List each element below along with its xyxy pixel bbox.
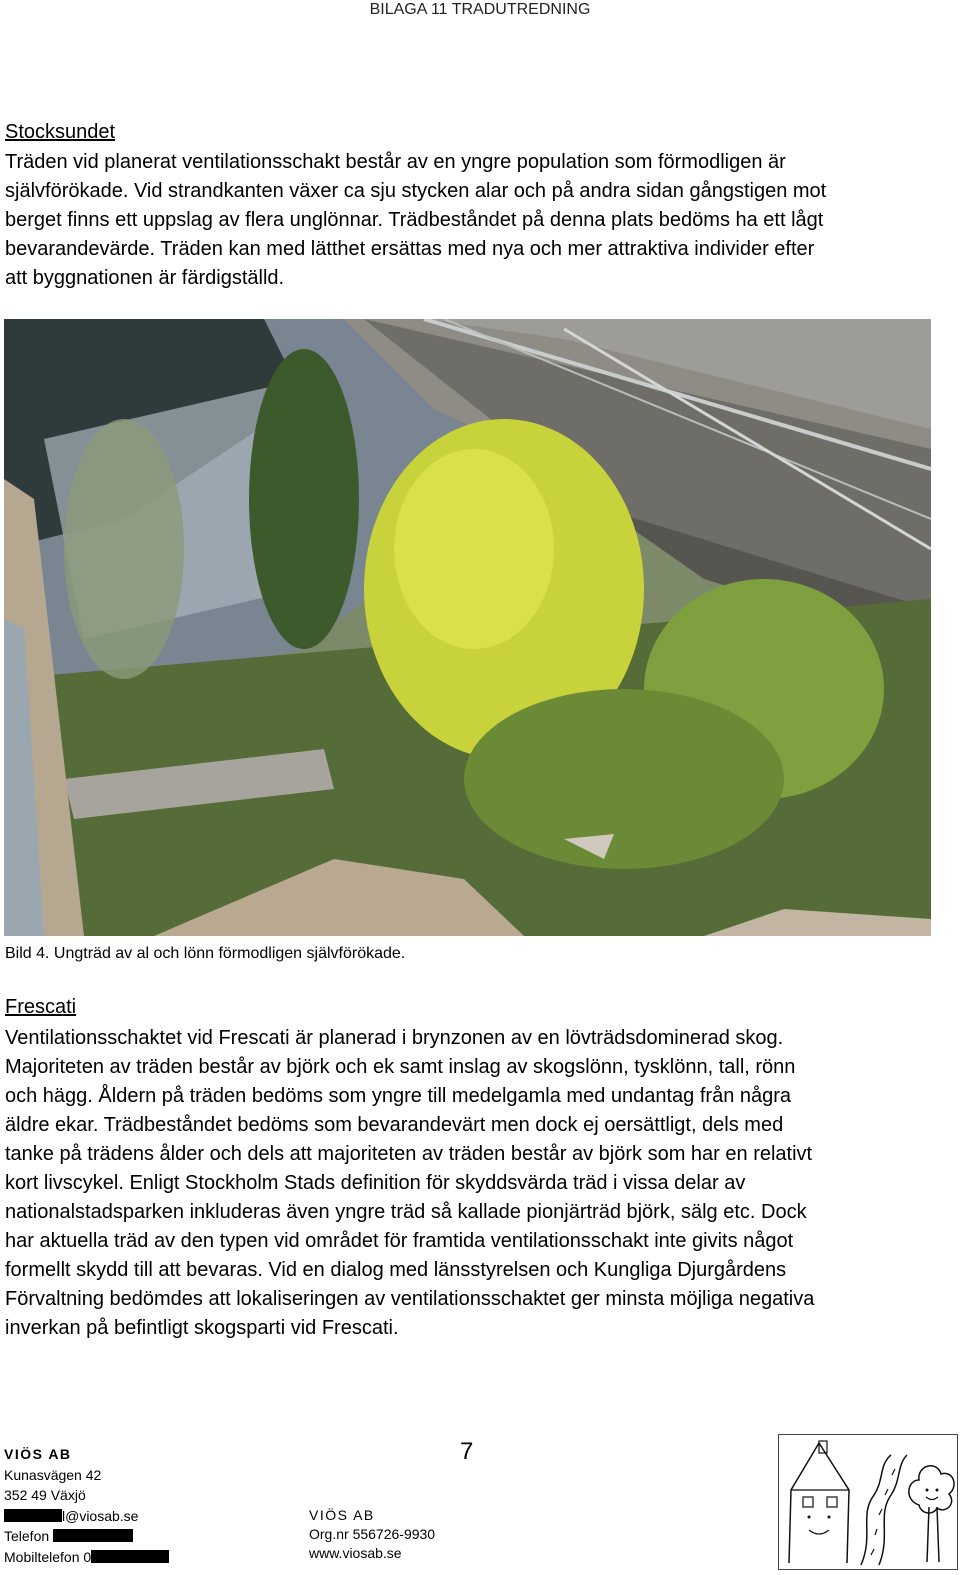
photo-illustration <box>4 319 931 936</box>
footer-city: 352 49 Växjö <box>4 1487 86 1503</box>
footer-email <box>4 1506 169 1527</box>
footer-address <box>4 1444 169 1567</box>
text-line: Majoriteten av träden består av björk och ek samt inslag av skogslönn, tysklönn, tall, rönn <box>5 1056 796 1078</box>
photo-bridge-trees <box>4 319 931 936</box>
text-line: självförökade. Vid strandkanten växer ca sju stycken alar och på andra sidan gångstigen mot <box>5 180 827 202</box>
text-line: berget finns ett uppslag av flera unglönnar. Trädbeståndet på denna plats bedöms ha ett lågt <box>5 209 824 231</box>
logo-sketch-icon <box>779 1435 957 1569</box>
footer-phone-label: Telefon <box>4 1528 54 1544</box>
text-line: Förvaltning bedömdes att lokaliseringen av ventilationsschaktet ger minsta möjliga negativa <box>5 1288 815 1310</box>
text-line: att byggnationen är färdigställd. <box>5 267 285 289</box>
text-line: formellt skydd till att bevaras. Vid en dialog med länsstyrelsen och Kungliga Djurgårdens <box>5 1259 787 1281</box>
text-line: har aktuella träd av den typen vid området för framtida ventilationsschakt inte givits något <box>5 1230 794 1252</box>
redaction-bar <box>4 1509 62 1522</box>
page-number: 7 <box>460 1438 474 1465</box>
section-title-stocksundet: Stocksundet <box>5 121 116 143</box>
text-line: kort livscykel. Enligt Stockholm Stads definition för skyddsvärda träd i vissa delar av <box>5 1172 746 1194</box>
text-line: Ventilationsschaktet vid Frescati är planerad i brynzonen av en lövträdsdominerad skog. <box>5 1027 784 1049</box>
paragraph-stocksundet <box>5 148 940 293</box>
footer-website: www.viosab.se <box>309 1545 402 1561</box>
footer-org-nr: Org.nr 556726-9930 <box>309 1526 436 1542</box>
text-line: nationalstadsparken inkluderas även yngre träd så kallade pionjärträd björk, sälg etc. Dock <box>5 1201 807 1223</box>
text-line: tanke på trädens ålder och dels att majoriteten av träden består av björk som har en relativt <box>5 1143 813 1165</box>
text-line: inverkan på befintligt skogsparti vid Frescati. <box>5 1317 399 1339</box>
footer-street: Kunasvägen 42 <box>4 1466 102 1483</box>
footer-company-info <box>309 1506 435 1563</box>
page-header: BILAGA 11 TRADUTREDNING <box>369 1 591 18</box>
footer-mobile-label: Mobiltelefon 0 <box>4 1548 92 1565</box>
footer-email-suffix: l@viosab.se <box>62 1507 139 1524</box>
text-line: bevarandevärde. Träden kan med lätthet ersättas med nya och mer attraktiva individer efter <box>5 238 815 260</box>
company-logo <box>778 1434 958 1570</box>
footer-mid-company: VIÖS AB <box>309 1507 375 1523</box>
photo-caption: Bild 4. Ungträd av al och lönn förmodligen självförökade. <box>5 945 406 962</box>
section-title-frescati: Frescati <box>5 996 77 1018</box>
footer-mobile <box>4 1547 169 1568</box>
text-line: äldre ekar. Trädbeståndet bedöms som bevarandevärt men dock ej oersättligt, dels med <box>5 1114 784 1136</box>
text-line: och hägg. Åldern på träden bedöms som yngre till medelgamla med undantag från några <box>5 1085 792 1107</box>
paragraph-frescati <box>5 1024 940 1343</box>
footer-company: VIÖS AB <box>4 1446 72 1462</box>
footer-phone <box>4 1526 169 1547</box>
redaction-bar <box>91 1550 169 1563</box>
text-line: Träden vid planerat ventilationsschakt består av en yngre population som förmodligen är <box>5 151 786 173</box>
redaction-bar <box>53 1529 133 1542</box>
